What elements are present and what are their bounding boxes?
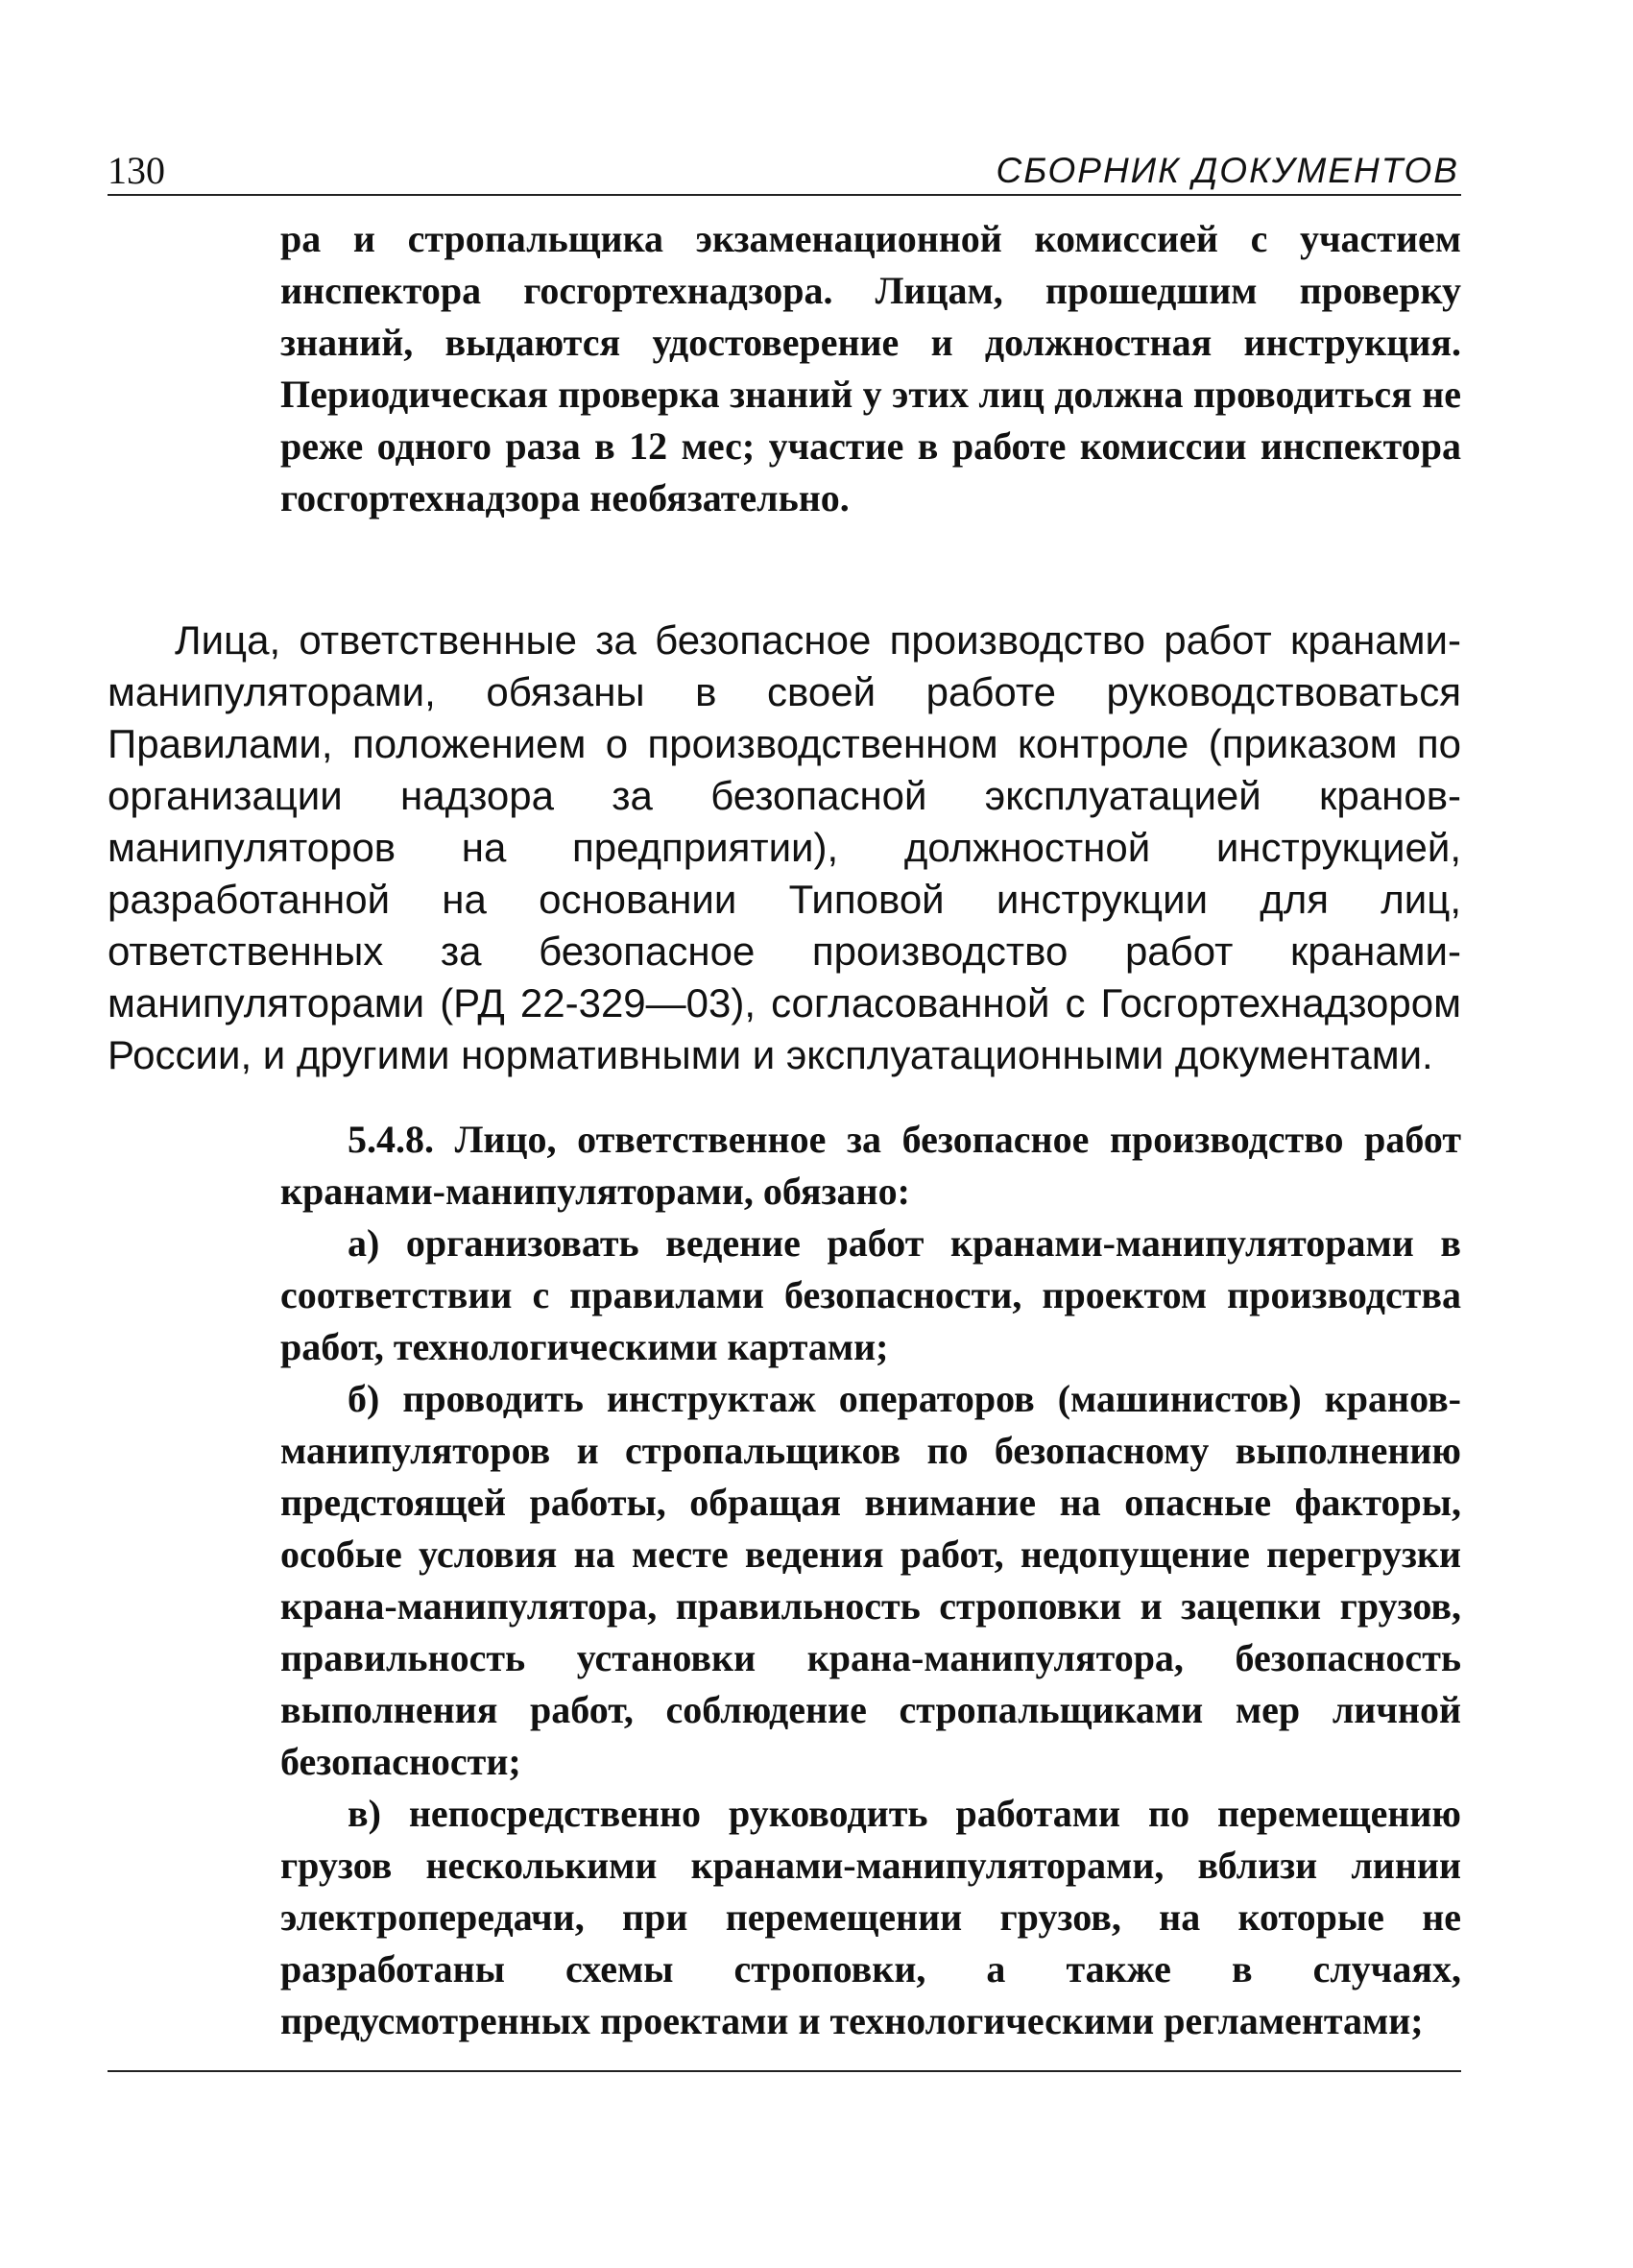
list-item: в) непосредственно руководить работами по перемещению грузов несколькими кранами-манипуляторами, вблизи линии электропередачи, при перемещении грузов, на которые не разработаны схемы строповки, а также в случаях, предусмотренных проектами и технологическими регламентами; [280,1792,1461,2042]
rules-text-continuation [280,213,1461,524]
running-title: СБОРНИК ДОКУМЕНТОВ [996,151,1459,190]
page-number: 130 [108,149,165,192]
section-5-4-8 [280,1114,1461,2047]
page-header [108,144,1461,196]
commentary-paragraph: Лица, ответственные за безопасное производство работ кранами-манипуляторами, обязаны в своей работе руководствоваться Правилами, положением о производственном контроле (приказом по организации надзора за безопасной эксплуатацией кранов-манипуляторов на предприятии), должностной инструкцией, разработанной на основании Типовой инструкции для лиц, ответственных за безопасное производство работ кранами-манипуляторами (РД 22-329—03), согласованной с Госгортехнадзором России, и другими нормативными и эксплуатационными документами. [108,617,1461,1077]
footer-rule [108,2070,1461,2072]
list-item: а) организовать ведение работ кранами-манипуляторами в соответствии с правилами безопасности, проектом производства работ, технологическими картами; [280,1221,1461,1368]
section-heading: 5.4.8. Лицо, ответственное за безопасное производство работ кранами-манипуляторами, обязано: [280,1118,1461,1213]
rules-paragraph: ра и стропальщика экзаменационной комиссией с участием инспектора госгортехнадзора. Лицам, прошедшим проверку знаний, выдаются удостоверение и должностная инструкция. Периодическая проверка знаний у этих лиц должна проводиться не реже одного раза в 12 мес; участие в работе комиссии инспектора госгортехнадзора необязательно. [280,217,1461,519]
commentary-block [108,615,1461,1081]
list-item: б) проводить инструктаж операторов (машинистов) кранов-манипуляторов и стропальщиков по безопасному выполнению предстоящей работы, обращая внимание на опасные факторы, особые условия на месте ведения работ, недопущение перегрузки крана-манипулятора, правильность строповки и зацепки грузов, правильность установки крана-манипулятора, безопасность выполнения работ, соблюдение стропальщиками мер личной безопасности; [280,1377,1461,1783]
